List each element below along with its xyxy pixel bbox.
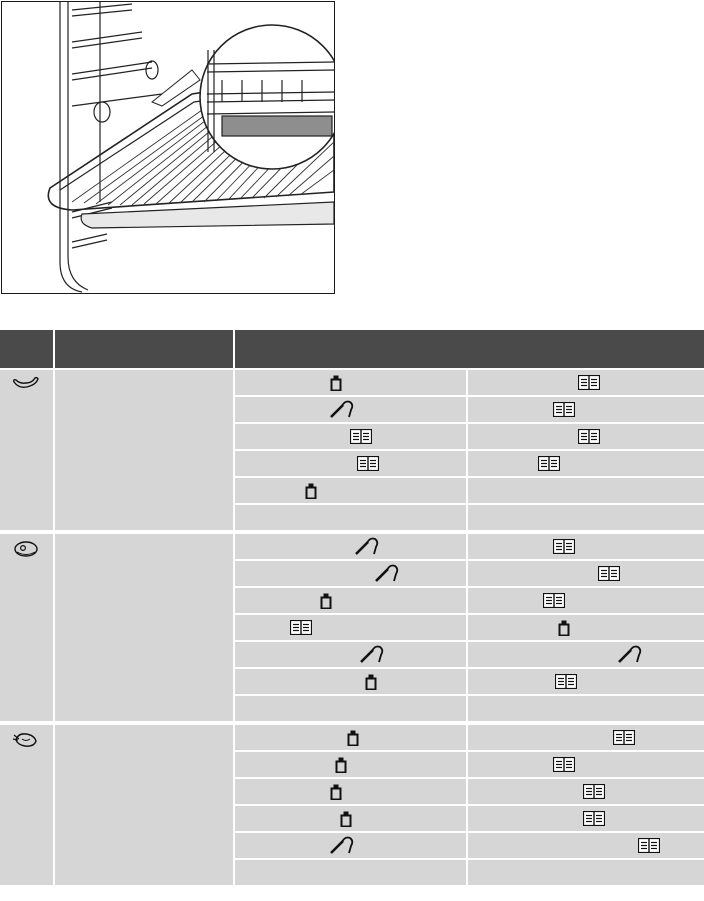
table-cell-right [468, 534, 704, 559]
table-cell-left [235, 588, 466, 613]
table-cell-left [235, 752, 466, 777]
book-icon [350, 429, 372, 445]
book-icon [613, 730, 635, 746]
table-cell-right [468, 370, 704, 395]
book-icon [598, 566, 620, 582]
weight-icon [320, 593, 332, 609]
table-cell-left [235, 370, 466, 395]
book-icon [638, 838, 660, 854]
table-cell-right [468, 860, 704, 885]
table-cell-right [468, 397, 704, 422]
category-icon-cell [0, 370, 53, 530]
sausage-icon [12, 376, 40, 392]
book-icon [290, 620, 312, 636]
meat-probe-icon [618, 645, 644, 661]
table-cell-right [468, 779, 704, 804]
book-icon [357, 456, 379, 472]
steak-icon [12, 540, 40, 556]
book-icon [555, 674, 577, 690]
book-icon [583, 811, 605, 827]
table-cell-left [235, 505, 466, 530]
book-icon [553, 757, 575, 773]
table-cell-left [235, 779, 466, 804]
table-cell-right [468, 588, 704, 613]
meat-probe-icon [330, 836, 356, 852]
table-cell-left [235, 615, 466, 640]
category-label-cell [55, 370, 233, 530]
table-cell-left [235, 696, 466, 721]
weight-icon [330, 375, 342, 391]
meat-probe-icon [355, 537, 381, 553]
book-icon [583, 784, 605, 800]
table-cell-right [468, 451, 704, 476]
food-category-group [0, 368, 704, 530]
weight-icon [558, 620, 570, 636]
weight-icon [347, 730, 359, 746]
table-cell-right [468, 642, 704, 667]
table-cell-left [235, 806, 466, 831]
table-cell-left [235, 833, 466, 858]
table-cell-right [468, 505, 704, 530]
table-cell-right [468, 806, 704, 831]
table-cell-right [468, 669, 704, 694]
category-label-cell [55, 725, 233, 885]
table-cell-left [235, 424, 466, 449]
table-cell-left [235, 561, 466, 586]
weight-icon [305, 483, 317, 499]
header-divider [53, 330, 55, 368]
table-cell-left [235, 669, 466, 694]
weight-icon [335, 757, 347, 773]
table-cell-left [235, 860, 466, 885]
shelf-drawing [2, 2, 334, 293]
table-cell-right [468, 615, 704, 640]
table-cell-right [468, 725, 704, 750]
book-icon [553, 539, 575, 555]
table-cell-right [468, 752, 704, 777]
table-header [0, 330, 704, 368]
weight-icon [340, 811, 352, 827]
weight-icon [330, 784, 342, 800]
food-category-group [0, 532, 704, 721]
weight-icon [365, 674, 377, 690]
table-cell-left [235, 725, 466, 750]
oven-shelf-illustration [1, 1, 335, 294]
meat-probe-icon [375, 564, 401, 580]
table-cell-right [468, 833, 704, 858]
table-cell-left [235, 397, 466, 422]
table-cell-right [468, 696, 704, 721]
table-cell-right [468, 424, 704, 449]
table-cell-left [235, 642, 466, 667]
food-category-group [0, 723, 704, 885]
table-cell-left [235, 451, 466, 476]
header-divider [233, 330, 235, 368]
book-icon [553, 402, 575, 418]
table-cell-right [468, 478, 704, 503]
category-icon-cell [0, 534, 53, 721]
book-icon [538, 456, 560, 472]
book-icon [578, 375, 600, 391]
meat-probe-icon [360, 645, 386, 661]
category-icon-cell [0, 725, 53, 885]
poultry-icon [12, 731, 40, 747]
book-icon [543, 593, 565, 609]
meat-probe-icon [330, 400, 356, 416]
table-cell-left [235, 478, 466, 503]
book-icon [578, 429, 600, 445]
category-label-cell [55, 534, 233, 721]
table-cell-right [468, 561, 704, 586]
table-cell-left [235, 534, 466, 559]
